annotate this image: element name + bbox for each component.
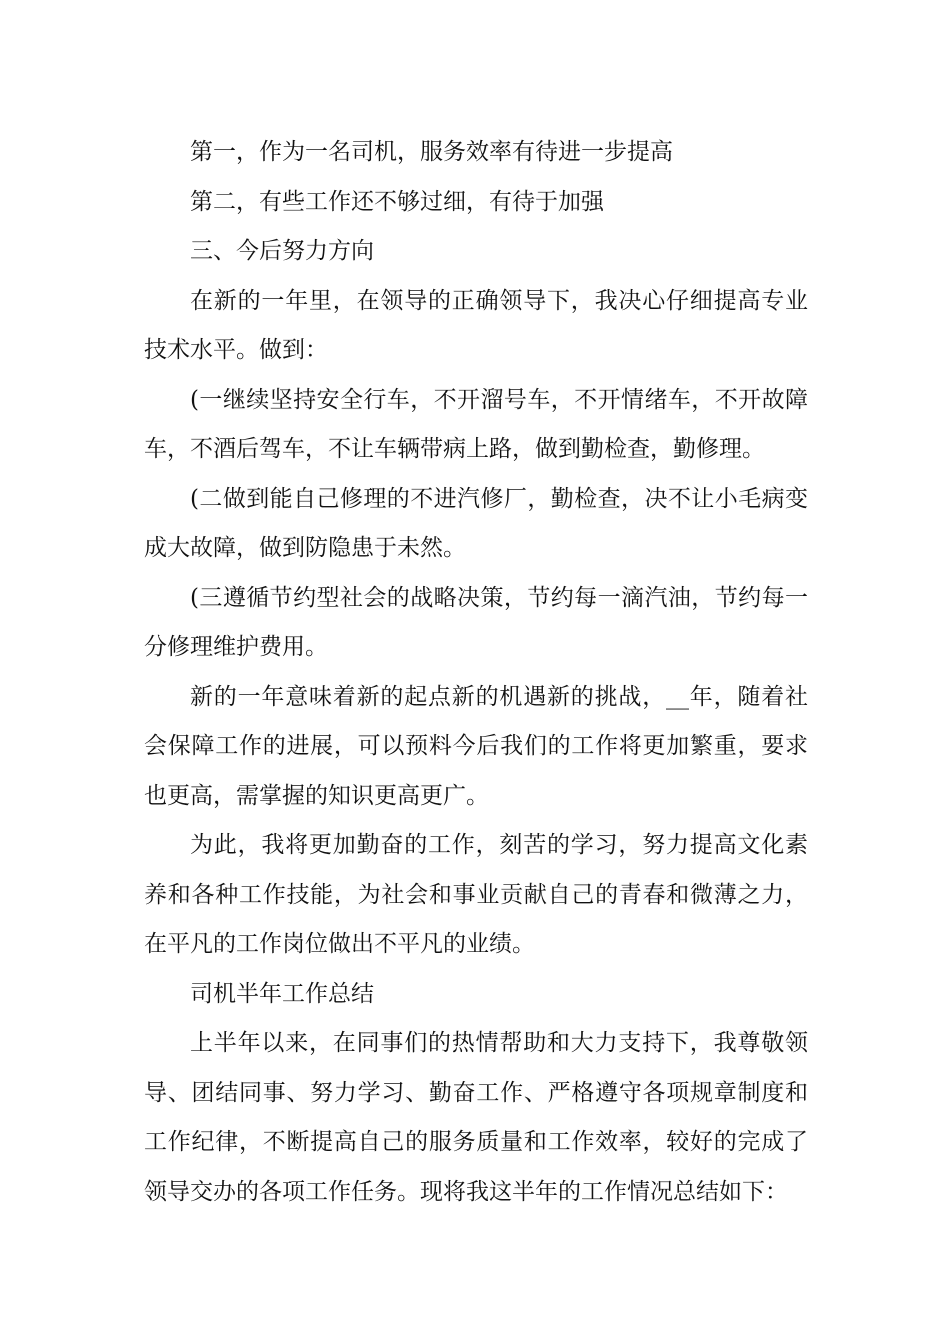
paragraph-shortcoming-1: 第一，作为一名司机，服务效率有待进一步提高 xyxy=(190,139,673,165)
paragraph-item-3: (三遵循节约型社会的战略决策，节约每一滴汽油，节约每一分修理维护费用。 xyxy=(144,584,808,660)
paragraph-shortcoming-2: 第二，有些工作还不够过细，有待于加强 xyxy=(190,188,604,215)
paragraph-summary-intro: 上半年以来，在同事们的热情帮助和大力支持下，我尊敬领导、团结同事、努力学习、勤奋工作、严格遵守各项规章制度和工作纪律，不断提高自己的服务质量和工作效率，较好的完成了领导交办的各项工作任务。现将我这半年的工作情况总结如下： xyxy=(144,1030,808,1205)
paragraph-item-1: (一继续坚持安全行车，不开溜号车，不开情绪车，不开故障车，不酒后驾车，不让车辆带病上路，做到勤检查，勤修理。 xyxy=(144,386,808,462)
paragraph-commitment: 为此，我将更加勤奋的工作，刻苦的学习，努力提高文化素养和各种工作技能，为社会和事业贡献自己的青春和微薄之力，在平凡的工作岗位做出不平凡的业绩。 xyxy=(144,832,808,957)
paragraph-item-2: (二做到能自己修理的不进汽修厂，勤检查，决不让小毛病变成大故障，做到防隐患于未然。 xyxy=(144,485,808,561)
section-title-half-year-summary: 司机半年工作总结 xyxy=(190,980,374,1007)
document-body xyxy=(144,128,808,1217)
paragraph-new-year-goal: 在新的一年里，在领导的正确领导下，我决心仔细提高专业技术水平。做到： xyxy=(144,287,808,363)
section-heading-future-direction: 三、今后努力方向 xyxy=(190,238,374,264)
paragraph-new-challenges: 新的一年意味着新的起点新的机遇新的挑战，__年，随着社会保障工作的进展，可以预料今后我们的工作将更加繁重，要求也更高，需掌握的知识更高更广。 xyxy=(144,683,808,809)
